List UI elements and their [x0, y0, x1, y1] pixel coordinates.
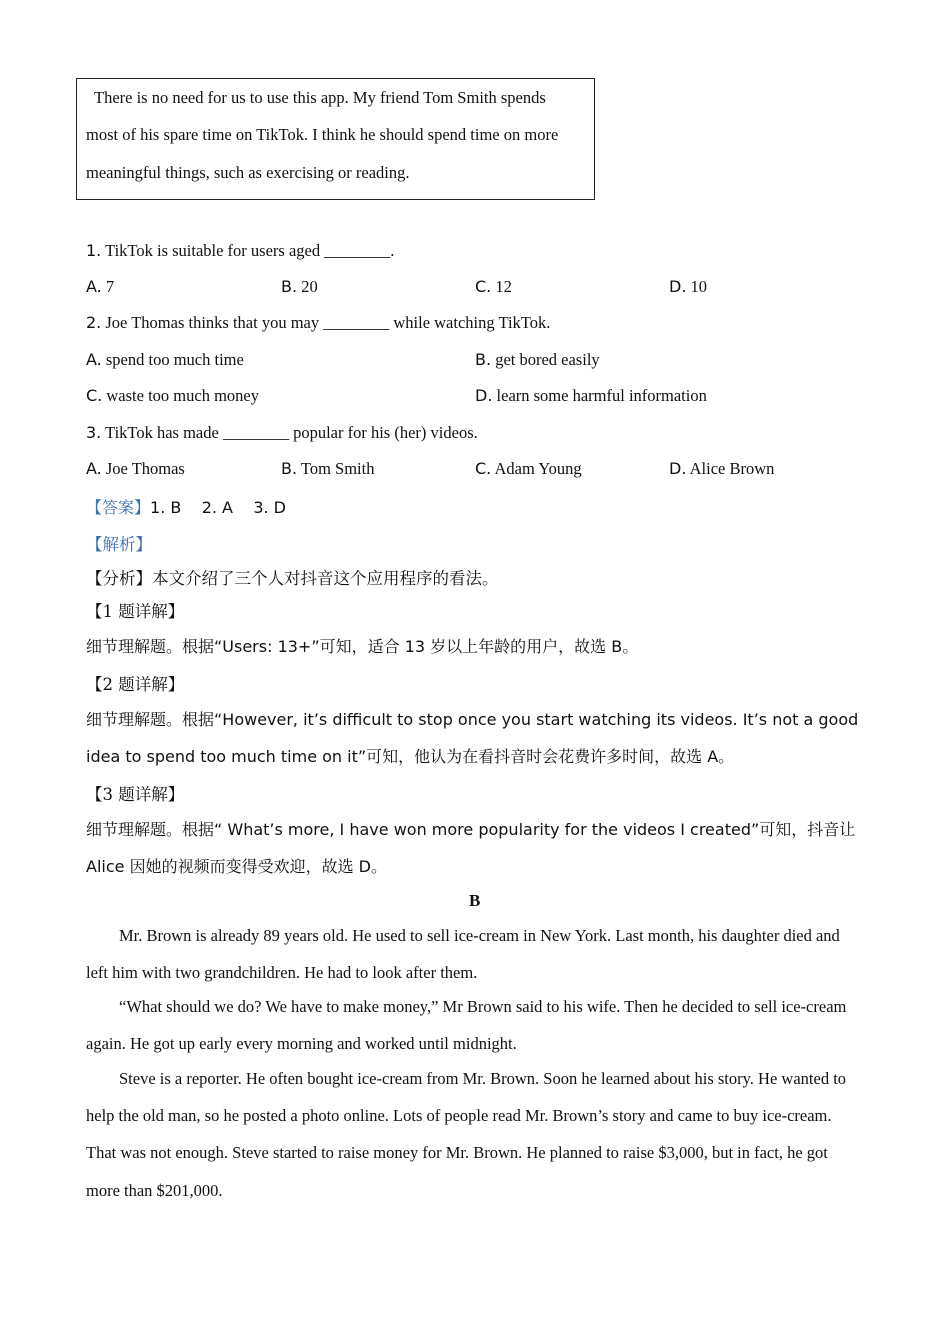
option-text: 10 — [690, 277, 708, 296]
passage-line-2: left him with two grandchildren. He had to look after them. — [86, 963, 478, 982]
option-letter: C. — [475, 459, 492, 478]
option-3a — [86, 459, 185, 479]
option-text: Joe Thomas — [105, 459, 185, 478]
option-1d — [669, 277, 707, 297]
option-2a — [86, 350, 244, 370]
q1-detail-title: 【1 题详解】 — [86, 602, 185, 621]
option-text: Tom Smith — [300, 459, 375, 478]
passage-line-7: That was not enough. Steve started to raise money for Mr. Brown. He planned to raise $3,000, but in fact, he got — [86, 1143, 828, 1162]
option-letter: A. — [86, 277, 102, 296]
q3-detail-line-1: 细节理解题。根据“ What’s more, I have won more popularity for the videos I created”可知，抖音让 — [86, 820, 856, 839]
question-stem: TikTok is suitable for users aged ________. — [105, 241, 395, 260]
q3-detail-title: 【3 题详解】 — [86, 785, 185, 804]
option-3c — [475, 459, 582, 479]
question-1 — [86, 241, 394, 261]
question-number: 1. — [86, 241, 102, 260]
option-text: get bored easily — [495, 350, 600, 369]
option-1a — [86, 277, 114, 297]
option-text: 7 — [105, 277, 115, 296]
question-3 — [86, 423, 478, 443]
option-text: waste too much money — [106, 386, 259, 405]
passage-line-6: help the old man, so he posted a photo online. Lots of people read Mr. Brown’s story and came to buy ice-cream. — [86, 1106, 832, 1125]
option-letter: C. — [86, 386, 103, 405]
option-3b — [281, 459, 374, 479]
q1-detail-text: 细节理解题。根据“Users: 13+”可知，适合 13 岁以上年龄的用户，故选 B。 — [86, 637, 639, 656]
option-text: 12 — [495, 277, 512, 296]
passage-line-5: Steve is a reporter. He often bought ice-cream from Mr. Brown. Soon he learned about his story. He wanted to — [119, 1069, 847, 1088]
option-text: Alice Brown — [689, 459, 775, 478]
option-letter: A. — [86, 350, 102, 369]
option-2c — [86, 386, 259, 406]
q2-detail-title: 【2 题详解】 — [86, 675, 185, 694]
option-letter: B. — [475, 350, 492, 369]
option-letter: D. — [669, 459, 687, 478]
answer-text: 1. B 2. A 3. D — [150, 498, 286, 517]
question-2 — [86, 313, 550, 333]
option-1b — [281, 277, 318, 297]
q3-detail-line-2: Alice 因她的视频而变得受欢迎，故选 D。 — [86, 857, 387, 876]
option-letter: B. — [281, 277, 298, 296]
quote-line-1: There is no need for us to use this app. My friend Tom Smith spends — [94, 88, 546, 107]
analysis-summary: 【分析】本文介绍了三个人对抖音这个应用程序的看法。 — [86, 569, 499, 588]
quote-line-3: meaningful things, such as exercising or reading. — [86, 163, 410, 182]
q2-detail-line-1: 细节理解题。根据“However, it’s difficult to stop once you start watching its videos. It’s not a good — [86, 710, 859, 729]
passage-line-3: “What should we do? We have to make money,” Mr Brown said to his wife. Then he decided to sell ice-cream — [119, 997, 847, 1016]
quote-line-2: most of his spare time on TikTok. I think he should spend time on more — [86, 125, 559, 144]
answer-label: 【答案】 — [86, 498, 151, 517]
question-stem: TikTok has made ________ popular for his (her) videos. — [105, 423, 478, 442]
option-letter: A. — [86, 459, 102, 478]
q2-detail-line-2: idea to spend too much time on it”可知，他认为在看抖音时会花费许多时间，故选 A。 — [86, 747, 735, 766]
question-number: 3. — [86, 423, 102, 442]
option-text: spend too much time — [105, 350, 244, 369]
answer-line — [86, 495, 286, 518]
passage-line-1: Mr. Brown is already 89 years old. He used to sell ice-cream in New York. Last month, his daughter died and — [119, 926, 840, 945]
question-stem: Joe Thomas thinks that you may ________ while watching TikTok. — [105, 313, 551, 332]
option-text: Adam Young — [494, 459, 582, 478]
passage-line-8: more than $201,000. — [86, 1181, 223, 1200]
option-text: 20 — [301, 277, 318, 296]
option-letter: C. — [475, 277, 492, 296]
passage-line-4: again. He got up early every morning and worked until midnight. — [86, 1034, 517, 1053]
section-b-heading: B — [469, 891, 481, 910]
option-letter: D. — [475, 386, 493, 405]
analysis-label: 【解析】 — [86, 535, 152, 554]
option-letter: D. — [669, 277, 687, 296]
option-letter: B. — [281, 459, 298, 478]
option-text: learn some harmful information — [496, 386, 707, 405]
option-2b — [475, 350, 600, 370]
option-1c — [475, 277, 512, 297]
option-2d — [475, 386, 707, 406]
question-number: 2. — [86, 313, 102, 332]
option-3d — [669, 459, 774, 479]
